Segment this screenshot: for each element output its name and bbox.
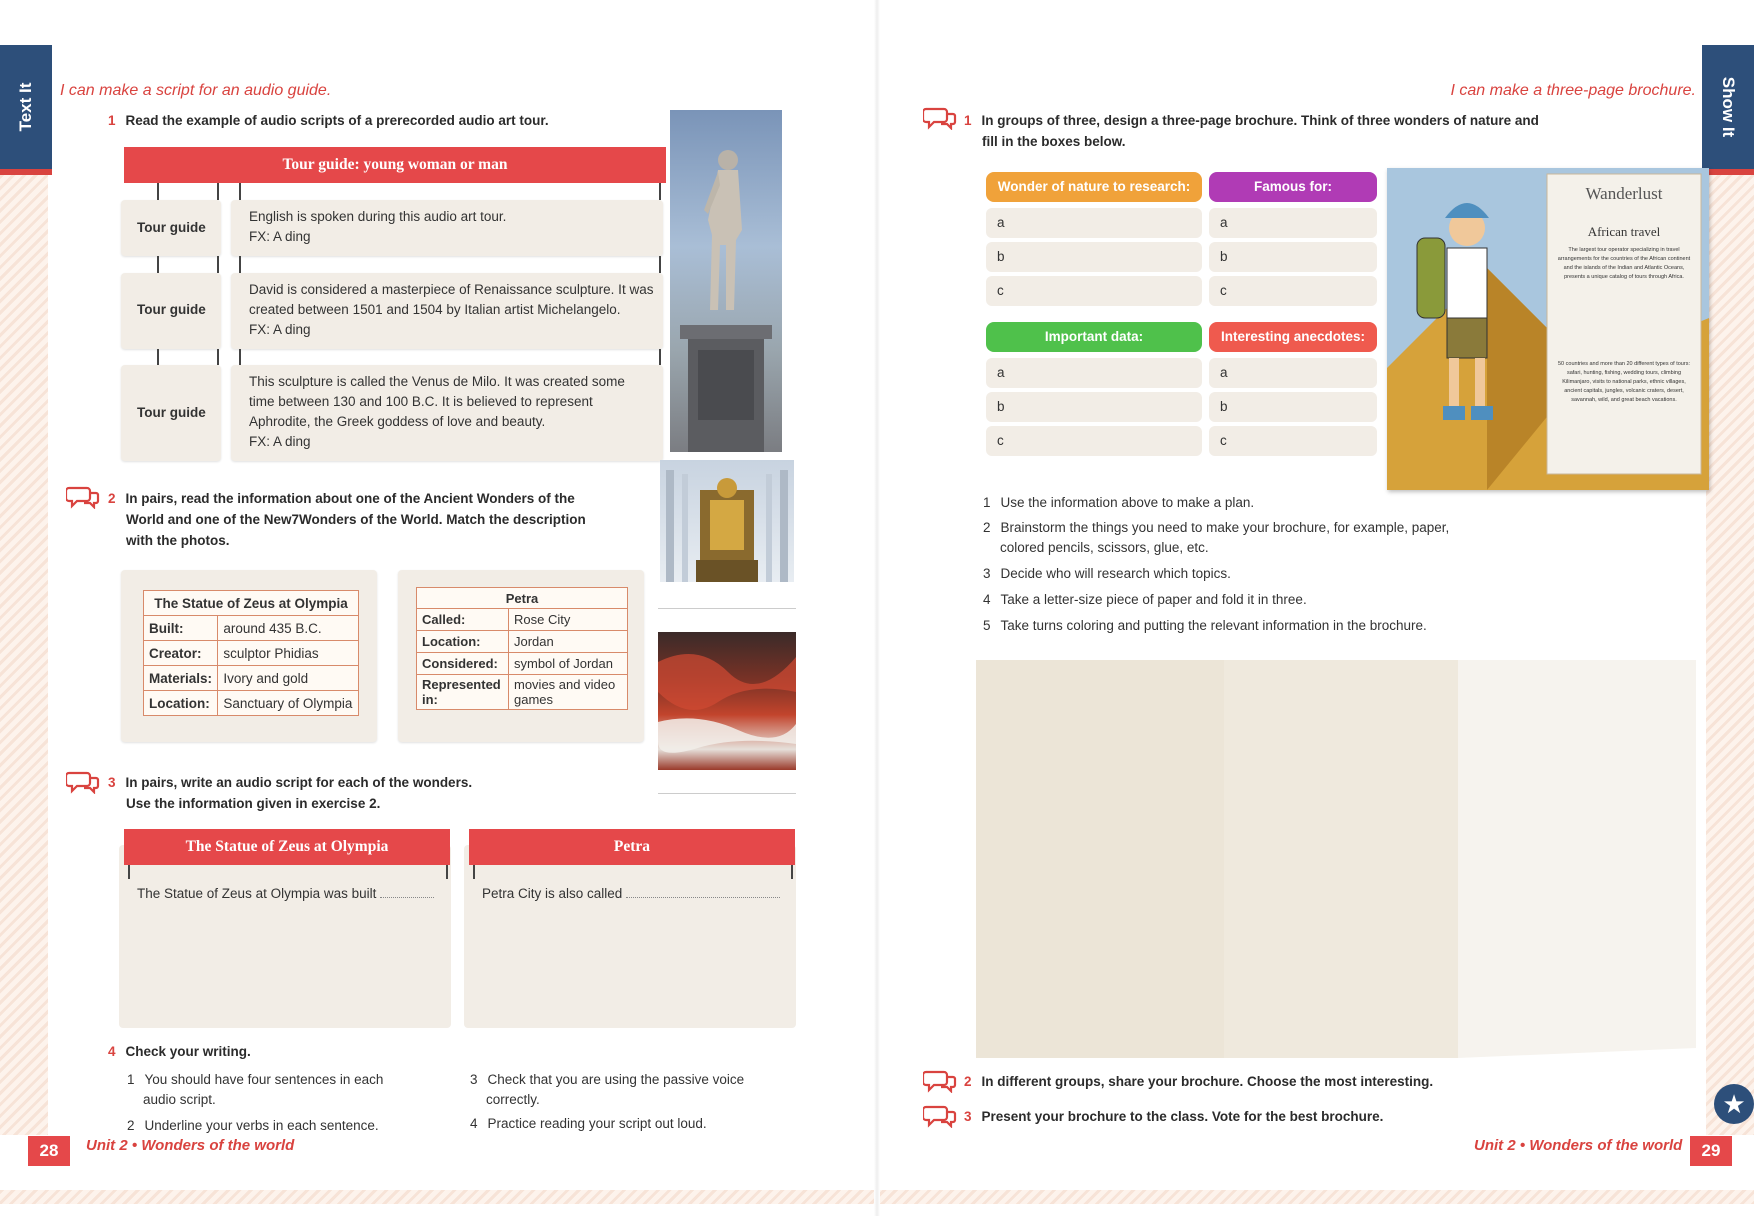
footer-left: Unit 2 • Wonders of the world — [86, 1137, 295, 1154]
check-item-4: 4 Practice reading your script out loud. — [470, 1116, 707, 1131]
side-tab-text-it: Text It — [0, 45, 52, 175]
speech-bubbles-icon — [923, 106, 957, 130]
petra-script-box[interactable] — [464, 845, 796, 1028]
right-margin-stripes — [1706, 175, 1754, 1135]
exercise-1-instruction: 1 Read the example of audio scripts of a prerecorded audio art tour. — [108, 113, 549, 128]
header-famous-for: Famous for: — [1209, 172, 1377, 202]
zeus-script-box[interactable] — [119, 845, 451, 1028]
zeus-statue-photo — [660, 460, 794, 582]
check-item-1: 1 You should have four sentences in each audio script. — [127, 1072, 384, 1107]
page-number-right: 29 — [1690, 1136, 1732, 1166]
page-number-left: 28 — [28, 1136, 70, 1166]
plan-step-3: 3 Decide who will research which topics. — [983, 566, 1231, 581]
speech-bubbles-icon — [923, 1104, 957, 1128]
header-wonder-to-research: Wonder of nature to research: — [986, 172, 1202, 202]
research-a-field[interactable]: a — [986, 208, 1202, 238]
brochure-work-area[interactable] — [976, 660, 1696, 1058]
check-item-3: 3 Check that you are using the passive voice correctly. — [470, 1072, 745, 1107]
anecdote-a-field[interactable]: a — [1209, 358, 1377, 388]
can-do-statement-right: I can make a three-page brochure. — [1450, 82, 1696, 99]
page-gutter — [874, 0, 880, 1216]
petra-script-start[interactable]: Petra City is also called — [482, 884, 780, 904]
speech-bubbles-icon — [923, 1069, 957, 1093]
zeus-script-banner: The Statue of Zeus at Olympia — [124, 829, 450, 865]
research-b-field[interactable]: b — [986, 242, 1202, 272]
zeus-script-start[interactable]: The Statue of Zeus at Olympia was built — [137, 884, 434, 904]
brochure-text-2: 50 countries and more than 20 different types of tours: safari, hunting, fishing, wedding tours, climbing Kilimanjaro, visits to national parks, ethnic villages, ancient capitals, jungles, volcanic craters, desert, savannah, wild, and great beach vacations. — [1558, 361, 1690, 403]
tour-guide-banner: Tour guide: young woman or man — [124, 147, 666, 183]
anecdote-c-field[interactable]: c — [1209, 426, 1377, 456]
plan-step-5: 5 Take turns coloring and putting the relevant information in the brochure. — [983, 618, 1427, 633]
brochure-subtitle: African travel — [1587, 224, 1661, 239]
divider-line — [658, 608, 796, 609]
data-a-field[interactable]: a — [986, 358, 1202, 388]
show-exercise-3-instruction: 3 Present your brochure to the class. Vote for the best brochure. — [964, 1109, 1384, 1124]
brochure-text-1: The largest tour operator specializing in travel arrangements for the countries of the African continent and the islands of the Indian and Atlantic Oceans, presents a unique catalog of tours through Africa. — [1557, 247, 1691, 280]
data-b-field[interactable]: b — [986, 392, 1202, 422]
plan-step-4: 4 Take a letter-size piece of paper and fold it in three. — [983, 592, 1307, 607]
research-c-field[interactable]: c — [986, 276, 1202, 306]
petra-canyon-photo — [658, 632, 796, 770]
famous-b-field[interactable]: b — [1209, 242, 1377, 272]
famous-a-field[interactable]: a — [1209, 208, 1377, 238]
footer-right: Unit 2 • Wonders of the world — [1474, 1137, 1683, 1154]
petra-info-table: Petra Called: Rose City Location: Jordan Considered: symbol of Jordan Represented in: movies and video games — [416, 587, 628, 710]
plan-step-1: 1 Use the information above to make a plan. — [983, 495, 1255, 510]
speech-bubbles-icon — [66, 770, 100, 794]
star-icon: ★ — [1714, 1084, 1754, 1124]
divider-line — [658, 793, 796, 794]
data-c-field[interactable]: c — [986, 426, 1202, 456]
plan-step-2: 2 Brainstorm the things you need to make your brochure, for example, paper, colored pencils, scissors, glue, etc. — [983, 520, 1450, 555]
brochure-illustration — [1387, 168, 1709, 490]
exercise-2-instruction: 2 In pairs, read the information about one of the Ancient Wonders of the World and one of the New7Wonders of the World. Match the description with the photos. — [108, 491, 586, 548]
zeus-info-table: The Statue of Zeus at Olympia Built: around 435 B.C. Creator: sculptor Phidias Materials: Ivory and gold Location: Sanctuary of Olympia — [143, 590, 359, 716]
show-exercise-1-instruction: 1 In groups of three, design a three-page brochure. Think of three wonders of nature and fill in the boxes below. — [964, 113, 1539, 149]
speech-bubbles-icon — [66, 485, 100, 509]
show-exercise-2-instruction: 2 In different groups, share your brochure. Choose the most interesting. — [964, 1074, 1434, 1089]
exercise-4-instruction: 4 Check your writing. — [108, 1044, 251, 1059]
header-interesting-anecdotes: Interesting anecdotes: — [1209, 322, 1377, 352]
anecdote-b-field[interactable]: b — [1209, 392, 1377, 422]
david-statue-photo — [670, 110, 782, 452]
header-important-data: Important data: — [986, 322, 1202, 352]
exercise-3-instruction: 3 In pairs, write an audio script for each of the wonders. Use the information given in exercise 2. — [108, 775, 473, 811]
can-do-statement-left: I can make a script for an audio guide. — [60, 82, 332, 99]
famous-c-field[interactable]: c — [1209, 276, 1377, 306]
petra-script-banner: Petra — [469, 829, 795, 865]
left-margin-stripes — [0, 175, 48, 1135]
side-tab-show-it: Show It — [1702, 45, 1754, 175]
check-item-2: 2 Underline your verbs in each sentence. — [127, 1118, 379, 1133]
brochure-title: Wanderlust — [1585, 184, 1663, 203]
